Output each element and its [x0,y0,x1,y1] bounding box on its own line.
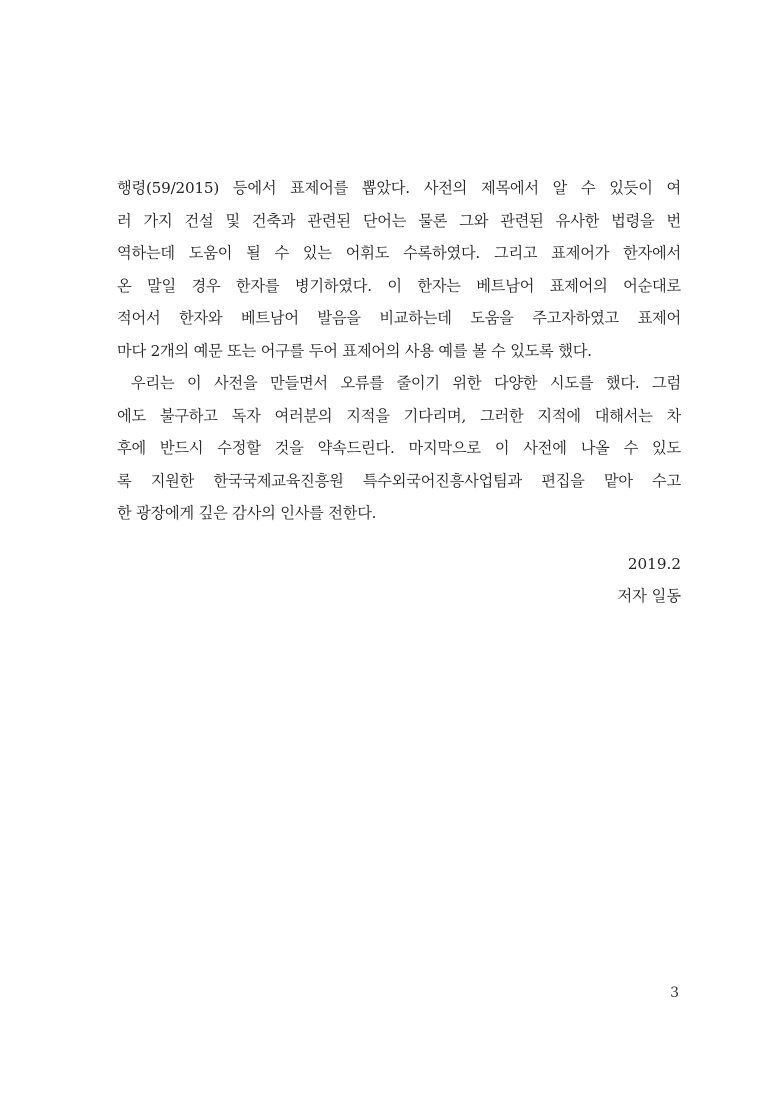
body-text [117,172,681,530]
paragraph1-line: 적어서 한자와 베트남어 발음을 비교하는데 도움을 주고자하였고 표제어 [117,309,681,327]
paragraph2-line: 록 지원한 한국국제교육진흥원 특수외국어진흥사업팀과 편집을 맡아 수고 [117,471,681,490]
paragraph2-line: 한 광장에게 깊은 감사의 인사를 전한다. [117,504,377,522]
paragraph1-line: 러 가지 건설 및 건축과 관련된 단어는 물론 그와 관련된 유사한 법령을 번 [117,211,681,230]
paragraph2-line: 우리는 이 사전을 만들면서 오류를 줄이기 위한 다양한 시도를 했다. 그럼 [131,374,681,392]
paragraph1-line: 역하는데 도움이 될 수 있는 어휘도 수록하였다. 그리고 표제어가 한자에서 [117,244,681,262]
signature-date: 2019.2 [627,555,681,573]
paragraph1-line: 행령(59/2015) 등에서 표제어를 뽑았다. 사전의 제목에서 알 수 있듯이 여 [117,179,681,197]
page-number: 3 [670,985,679,1001]
paragraph1-line: 온 말일 경우 한자를 병기하였다. 이 한자는 베트남어 표제어의 어순대로 [117,276,681,295]
signature-author: 저자 일동 [617,587,681,605]
paragraph1-line: 마다 2개의 예문 또는 어구를 두어 표제어의 사용 예를 볼 수 있도록 했다. [117,341,592,360]
paragraph2-line: 에도 불구하고 독자 여러분의 지적을 기다리며, 그러한 지적에 대해서는 차 [117,406,681,425]
signature-block [617,548,681,612]
paragraph2-line: 후에 반드시 수정할 것을 약속드린다. 마지막으로 이 사전에 나올 수 있도 [117,439,681,457]
